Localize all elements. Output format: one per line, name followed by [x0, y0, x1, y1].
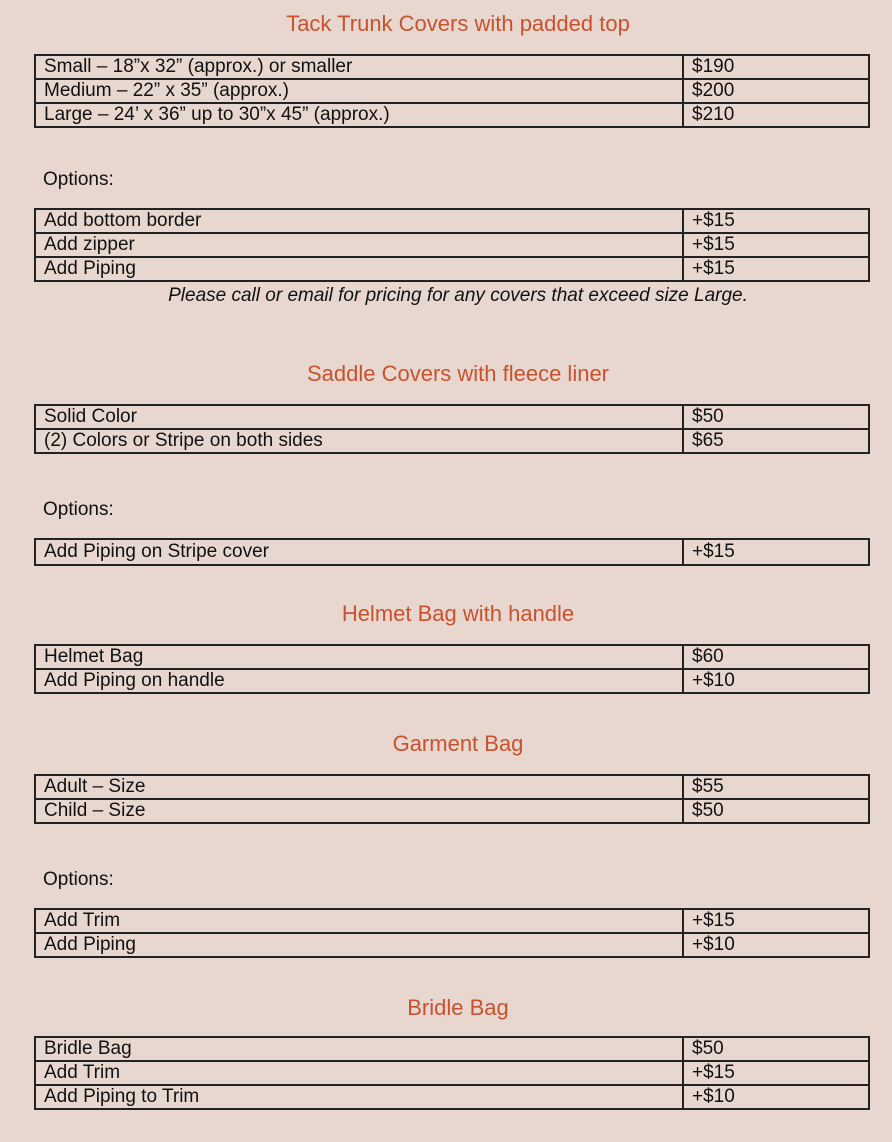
table-row [35, 429, 869, 453]
price-cell: +$10 [683, 669, 869, 693]
table-row [35, 103, 869, 127]
table-row [35, 669, 869, 693]
garment-bag-price-table [34, 774, 870, 824]
price-cell: +$15 [683, 909, 869, 933]
price-cell: $200 [683, 79, 869, 103]
table-row [35, 209, 869, 233]
pricing-note: Please call or email for pricing for any covers that exceed size Large. [168, 285, 748, 306]
saddle-covers-heading: Saddle Covers with fleece liner [306, 361, 610, 386]
price-cell: +$10 [683, 1085, 869, 1109]
tack-trunk-heading: Tack Trunk Covers with padded top [286, 11, 630, 36]
item-cell: Helmet Bag [35, 645, 683, 669]
price-cell: $50 [683, 799, 869, 823]
item-cell: Small – 18”x 32” (approx.) or smaller [35, 55, 683, 79]
table-row [35, 1061, 869, 1085]
price-cell: +$15 [683, 257, 869, 281]
item-cell: Add Piping to Trim [35, 1085, 683, 1109]
table-row [35, 55, 869, 79]
garment-bag-heading: Garment Bag [392, 731, 524, 756]
bridle-bag-price-table [34, 1036, 870, 1110]
saddle-options-table [34, 538, 870, 566]
price-cell: +$15 [683, 1061, 869, 1085]
price-cell: +$15 [683, 233, 869, 257]
table-row [35, 405, 869, 429]
item-cell: Medium – 22” x 35” (approx.) [35, 79, 683, 103]
price-cell: $210 [683, 103, 869, 127]
item-cell: Add Trim [35, 909, 683, 933]
price-cell: $65 [683, 429, 869, 453]
price-cell: +$15 [683, 539, 869, 565]
item-cell: Large – 24’ x 36” up to 30”x 45” (approx.) [35, 103, 683, 127]
price-cell: $55 [683, 775, 869, 799]
tack-trunk-price-table [34, 54, 870, 128]
price-cell: +$10 [683, 933, 869, 957]
table-row [35, 933, 869, 957]
item-cell: Add zipper [35, 233, 683, 257]
garment-options-label: Options: [43, 869, 114, 890]
item-cell: Add bottom border [35, 209, 683, 233]
table-row [35, 1085, 869, 1109]
item-cell: (2) Colors or Stripe on both sides [35, 429, 683, 453]
item-cell: Add Piping [35, 933, 683, 957]
item-cell: Bridle Bag [35, 1037, 683, 1061]
table-row [35, 257, 869, 281]
garment-options-table [34, 908, 870, 958]
helmet-bag-heading: Helmet Bag with handle [341, 601, 575, 626]
item-cell: Adult – Size [35, 775, 683, 799]
saddle-covers-price-table [34, 404, 870, 454]
table-row [35, 775, 869, 799]
tack-options-label: Options: [43, 169, 114, 190]
bridle-bag-heading: Bridle Bag [407, 995, 509, 1020]
item-cell: Add Piping [35, 257, 683, 281]
table-row [35, 539, 869, 565]
price-cell: $50 [683, 405, 869, 429]
price-cell: $190 [683, 55, 869, 79]
item-cell: Child – Size [35, 799, 683, 823]
saddle-options-label: Options: [43, 499, 114, 520]
tack-options-table [34, 208, 870, 282]
table-row [35, 909, 869, 933]
price-cell: $50 [683, 1037, 869, 1061]
item-cell: Add Trim [35, 1061, 683, 1085]
item-cell: Solid Color [35, 405, 683, 429]
table-row [35, 79, 869, 103]
table-row [35, 233, 869, 257]
helmet-bag-price-table [34, 644, 870, 694]
item-cell: Add Piping on Stripe cover [35, 539, 683, 565]
item-cell: Add Piping on handle [35, 669, 683, 693]
price-cell: $60 [683, 645, 869, 669]
table-row [35, 799, 869, 823]
table-row [35, 645, 869, 669]
table-row [35, 1037, 869, 1061]
price-cell: +$15 [683, 209, 869, 233]
